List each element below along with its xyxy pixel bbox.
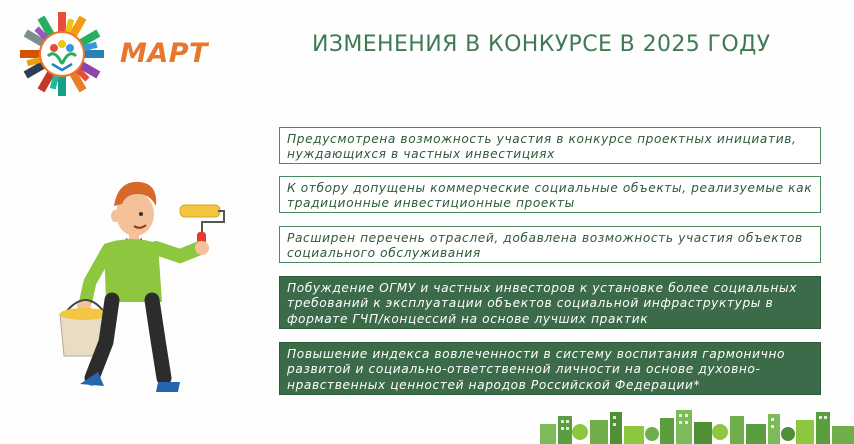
painter-illustration — [40, 172, 240, 408]
change-item-5: Повышение индекса вовлеченности в систему воспитания гармонично развитой и социально-ответственной личности на основе духовно-нравственных ценностей народов Российской Федерации* — [279, 342, 821, 395]
logo — [18, 8, 208, 98]
change-item-4: Побуждение ОГМУ и частных инвесторов к установке более социальных требований к эксплуатации объектов социальной инфраструктуры в формате ГЧП/концессий на основе лучших практик — [279, 276, 821, 329]
page-title: ИЗМЕНЕНИЯ В КОНКУРСЕ В 2025 ГОДУ — [312, 32, 771, 57]
change-item-2: К отбору допущены коммерческие социальные объекты, реализуемые как традиционные инвестиционные проекты — [279, 176, 821, 213]
city-skyline-illustration — [540, 408, 854, 444]
change-item-1: Предусмотрена возможность участия в конкурсе проектных инициатив, нуждающихся в частных инвестициях — [279, 127, 821, 164]
logo-text: МАРТ — [120, 38, 208, 69]
logo-emblem-icon — [18, 8, 118, 98]
change-item-3: Расширен перечень отраслей, добавлена возможность участия объектов социального обслуживания — [279, 226, 821, 263]
